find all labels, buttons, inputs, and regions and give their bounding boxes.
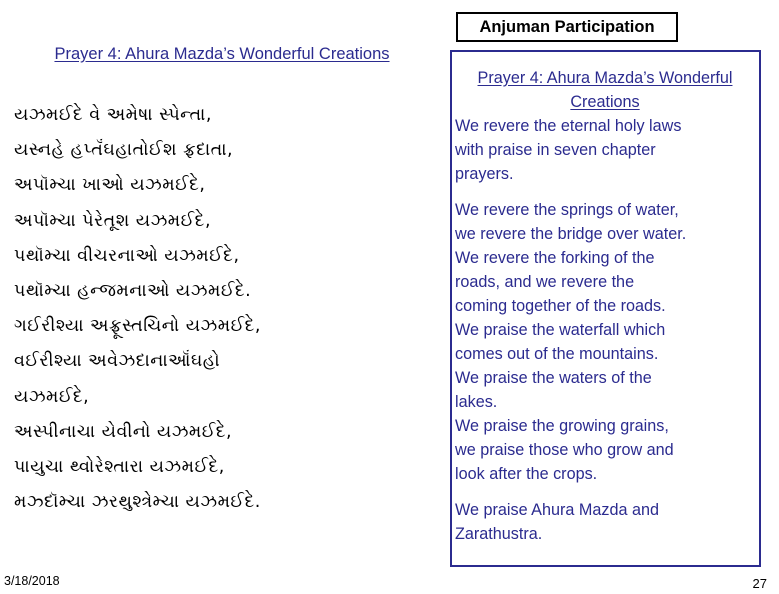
gujarati-line: વઈરીશ્યા અવેઝદાનાઑંઘહો (14, 351, 221, 372)
english-translation-panel (450, 50, 761, 567)
translation-paragraph: We revere the eternal holy laws with praise in seven chapter prayers. (455, 117, 682, 183)
translation-paragraph: We praise Ahura Mazda and Zarathustra. (455, 501, 659, 543)
anjuman-participation-badge: Anjuman Participation (456, 12, 678, 42)
gujarati-line: પથૉમ્ચા હન્જમનાઓ યઝમઈદે. (14, 280, 252, 301)
gujarati-line: યસ્નહે હપ્તૅંઘહાતોઈશ ફ્રદાતા, (14, 140, 234, 161)
gujarati-line: અસ્પીનાચા યેવીનો યઝમઈદે, (14, 421, 233, 442)
right-prayer-title: Prayer 4: Ahura Mazda’s Wonderful Creations (477, 69, 733, 111)
gujarati-line: ગઈરીશ્યા અફ્રૂસ્તચિનો યઝમઈદે, (14, 316, 261, 337)
footer-date: 3/18/2018 (4, 574, 60, 588)
gujarati-line: મઝ્દૉમ્ચા ઝરથુશ્ત્રેમ્ચા યઝમઈદે. (14, 492, 261, 513)
gujarati-prayer-lines (14, 98, 444, 520)
gujarati-line: યઝમઈદે, (14, 386, 90, 407)
gujarati-line: અપૉમ્ચા પેરેતૂશ યઝમઈદે, (14, 210, 212, 231)
translation-paragraph: We revere the springs of water, we revere the bridge over water. We revere the forking of the roads, and we revere the coming together of the roads. We praise the waterfall which comes out of the mountains. We praise the waters of the lakes. We praise the growing grains, we praise those who grow and look after the crops. (455, 201, 687, 483)
left-prayer-title: Prayer 4: Ahura Mazda’s Wonderful Creations (54, 45, 390, 63)
gujarati-line: પાયુચા થ્વોરેશ્તારા યઝમઈદે, (14, 456, 225, 477)
gujarati-line: અપૉમ્ચા ખાઓ યઝમઈદે, (14, 175, 206, 196)
gujarati-line: પથૉમ્ચા વીચરનાઓ યઝમઈદે, (14, 245, 240, 266)
gujarati-line: યઝમઈદે વે અમેષા સ્પેન્તા, (14, 105, 212, 125)
slide-number: 27 (752, 576, 767, 591)
